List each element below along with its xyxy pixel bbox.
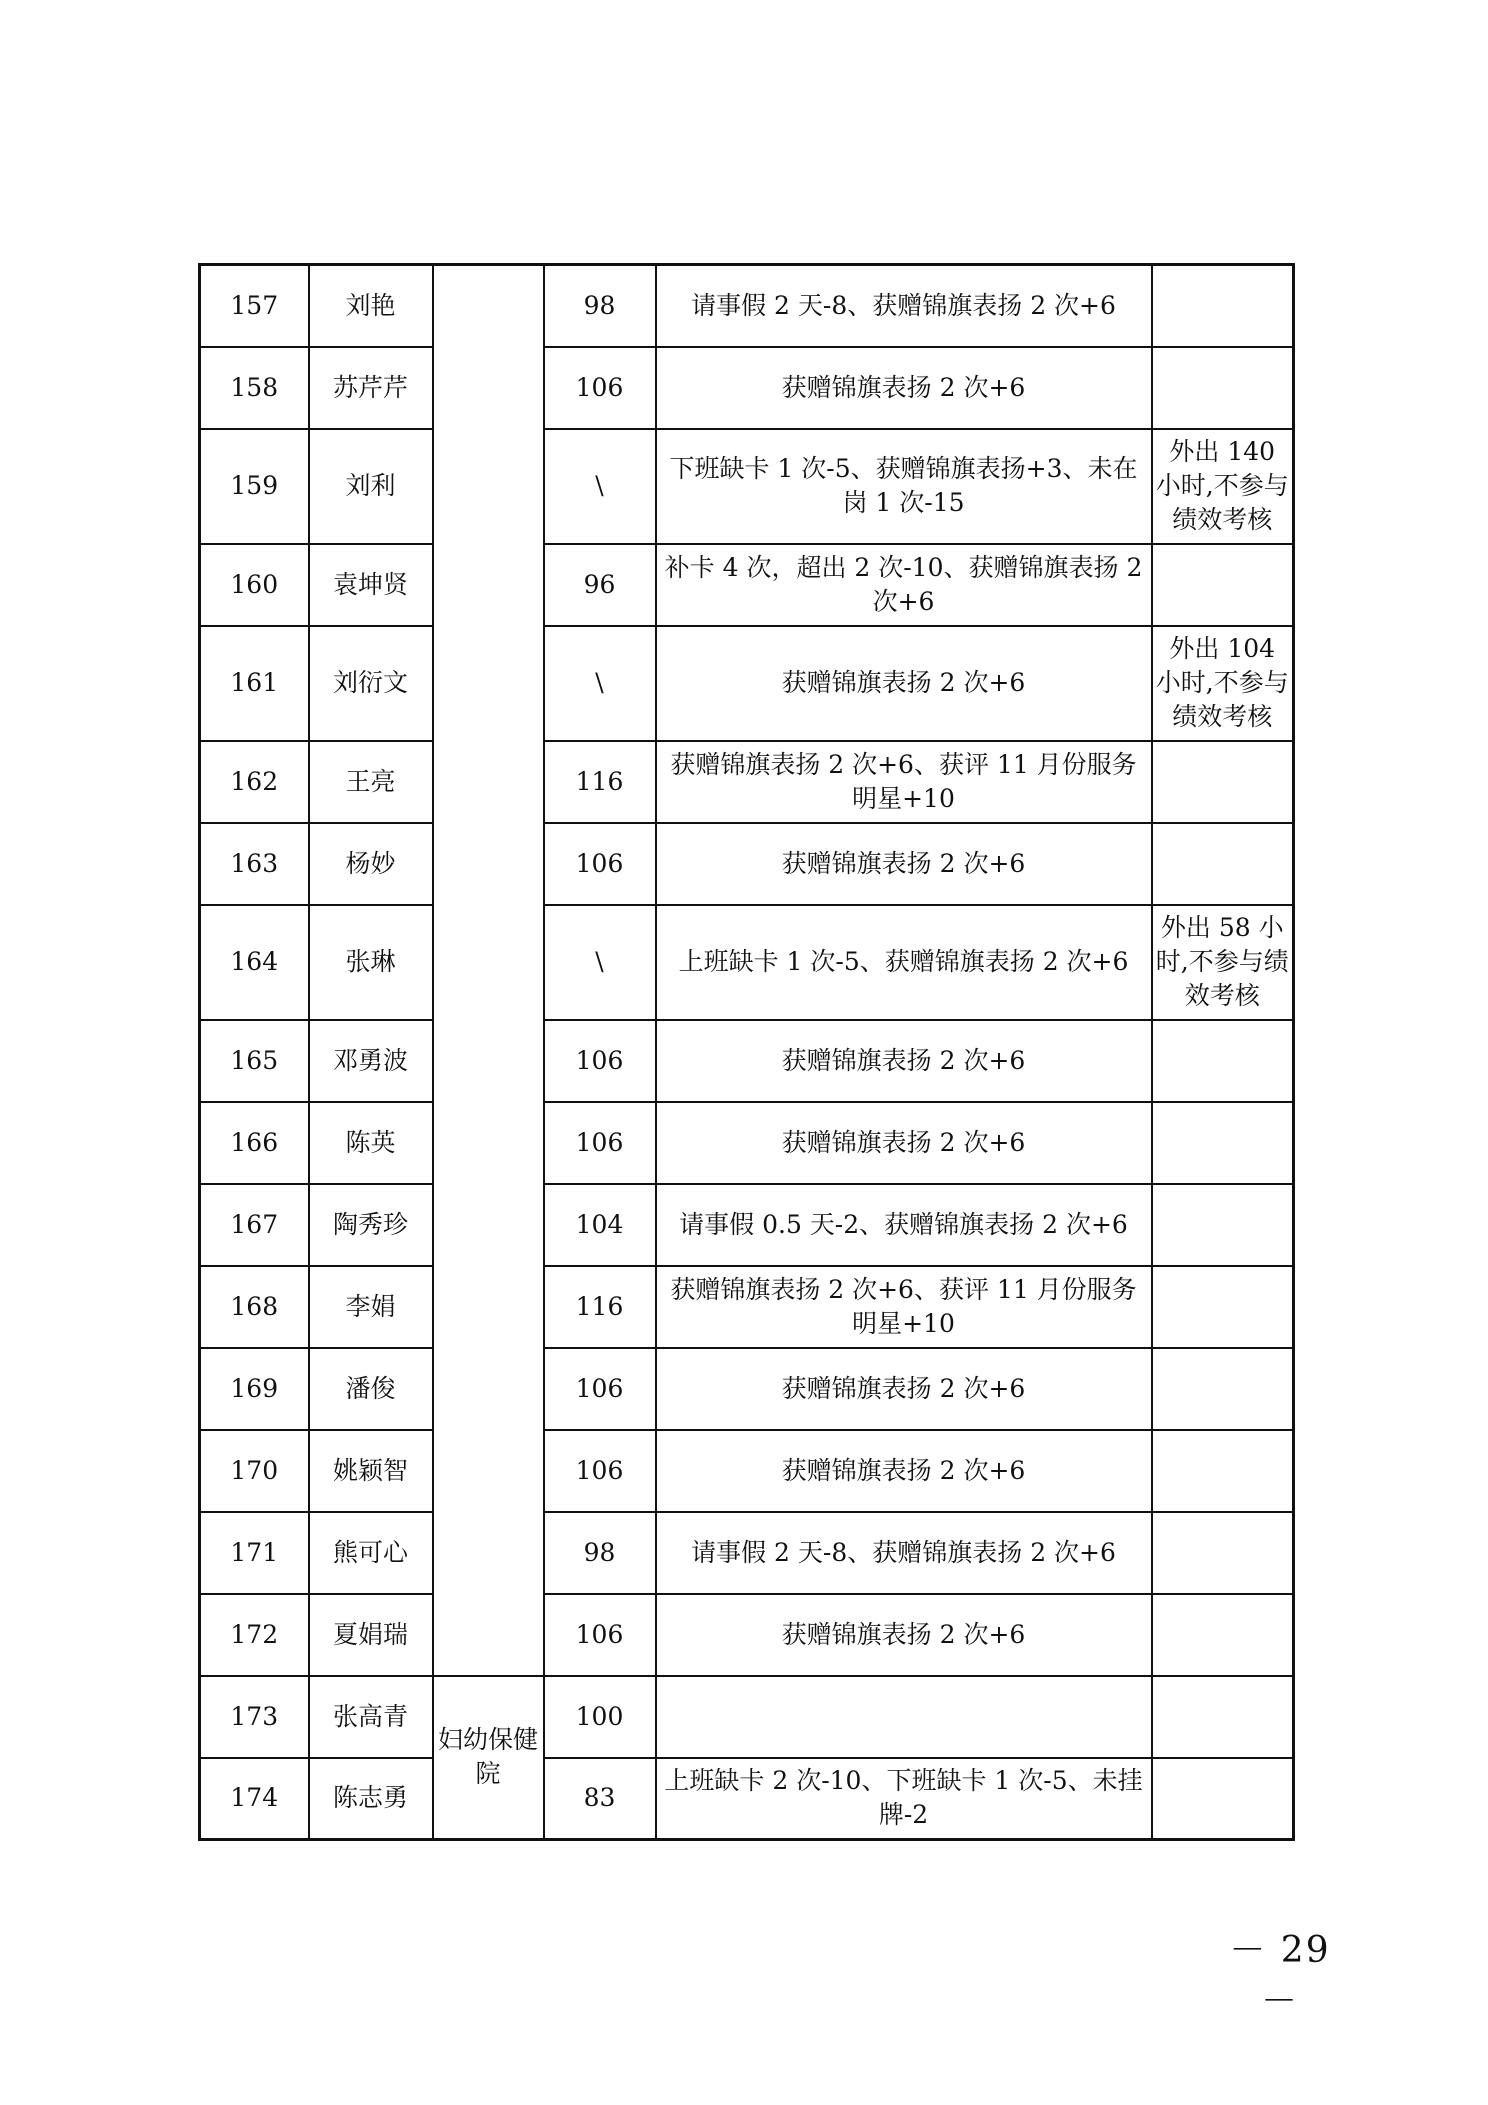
table-row [200,1594,1294,1676]
score: 106 [544,1430,656,1512]
remark [1152,1676,1294,1758]
person-name: 熊可心 [309,1512,433,1594]
row-number: 164 [200,905,309,1020]
row-number: 158 [200,347,309,429]
row-number: 162 [200,741,309,823]
person-name: 袁坤贤 [309,544,433,626]
detail: 获赠锦旗表扬 2 次+6 [656,626,1152,741]
table-row [200,1430,1294,1512]
score: 98 [544,265,656,347]
row-number: 169 [200,1348,309,1430]
score: \ [544,626,656,741]
person-name: 夏娟瑞 [309,1594,433,1676]
score: 106 [544,1102,656,1184]
remark [1152,1348,1294,1430]
detail: 获赠锦旗表扬 2 次+6 [656,1102,1152,1184]
detail: 补卡 4 次，超出 2 次-10、获赠锦旗表扬 2 次+6 [656,544,1152,626]
remark: 外出 104 小时,不参与绩效考核 [1152,626,1294,741]
score: 106 [544,1594,656,1676]
table-row [200,1266,1294,1348]
row-number: 159 [200,429,309,544]
score: 106 [544,1020,656,1102]
remark [1152,544,1294,626]
table-row [200,544,1294,626]
remark [1152,1020,1294,1102]
table-row [200,1184,1294,1266]
detail: 获赠锦旗表扬 2 次+6 [656,1594,1152,1676]
remark [1152,1102,1294,1184]
person-name: 杨妙 [309,823,433,905]
person-name: 刘衍文 [309,626,433,741]
table-body [200,265,1294,1840]
remark [1152,1758,1294,1840]
detail: 上班缺卡 1 次-5、获赠锦旗表扬 2 次+6 [656,905,1152,1020]
table-row [200,1348,1294,1430]
score: 116 [544,741,656,823]
row-number: 167 [200,1184,309,1266]
person-name: 刘利 [309,429,433,544]
department-cell [433,265,544,1676]
remark [1152,1266,1294,1348]
score: 116 [544,1266,656,1348]
detail: 请事假 0.5 天-2、获赠锦旗表扬 2 次+6 [656,1184,1152,1266]
score: 106 [544,1348,656,1430]
person-name: 张高青 [309,1676,433,1758]
score: 106 [544,347,656,429]
department-cell: 妇幼保健院 [433,1676,544,1840]
row-number: 165 [200,1020,309,1102]
table-row [200,1020,1294,1102]
score: 83 [544,1758,656,1840]
remark [1152,741,1294,823]
table-row [200,1676,1294,1758]
person-name: 潘俊 [309,1348,433,1430]
score: \ [544,905,656,1020]
detail: 请事假 2 天-8、获赠锦旗表扬 2 次+6 [656,265,1152,347]
row-number: 170 [200,1430,309,1512]
detail: 获赠锦旗表扬 2 次+6、获评 11 月份服务明星+10 [656,741,1152,823]
row-number: 173 [200,1676,309,1758]
table-row [200,823,1294,905]
person-name: 陈英 [309,1102,433,1184]
person-name: 苏芹芹 [309,347,433,429]
detail: 获赠锦旗表扬 2 次+6 [656,347,1152,429]
remark [1152,1430,1294,1512]
score: 106 [544,823,656,905]
remark [1152,1512,1294,1594]
page-number: － 29 － [1229,1930,1331,2022]
detail: 上班缺卡 2 次-10、下班缺卡 1 次-5、未挂牌-2 [656,1758,1152,1840]
score: 104 [544,1184,656,1266]
detail: 下班缺卡 1 次-5、获赠锦旗表扬+3、未在岗 1 次-15 [656,429,1152,544]
remark: 外出 140 小时,不参与绩效考核 [1152,429,1294,544]
detail: 获赠锦旗表扬 2 次+6 [656,823,1152,905]
row-number: 166 [200,1102,309,1184]
table-row [200,1512,1294,1594]
remark [1152,1594,1294,1676]
remark [1152,823,1294,905]
detail: 获赠锦旗表扬 2 次+6 [656,1430,1152,1512]
table-row [200,905,1294,1020]
table-row [200,1102,1294,1184]
remark [1152,265,1294,347]
detail [656,1676,1152,1758]
score: \ [544,429,656,544]
row-number: 168 [200,1266,309,1348]
row-number: 163 [200,823,309,905]
table-row [200,626,1294,741]
row-number: 161 [200,626,309,741]
score: 98 [544,1512,656,1594]
row-number: 157 [200,265,309,347]
row-number: 171 [200,1512,309,1594]
score: 96 [544,544,656,626]
remark [1152,347,1294,429]
detail: 请事假 2 天-8、获赠锦旗表扬 2 次+6 [656,1512,1152,1594]
table-row [200,741,1294,823]
person-name: 张琳 [309,905,433,1020]
remark [1152,1184,1294,1266]
row-number: 174 [200,1758,309,1840]
table-row [200,347,1294,429]
person-name: 邓勇波 [309,1020,433,1102]
person-name: 刘艳 [309,265,433,347]
person-name: 李娟 [309,1266,433,1348]
person-name: 王亮 [309,741,433,823]
performance-table [198,263,1295,1841]
detail: 获赠锦旗表扬 2 次+6 [656,1348,1152,1430]
table-row [200,429,1294,544]
table-row [200,1758,1294,1840]
person-name: 陈志勇 [309,1758,433,1840]
row-number: 172 [200,1594,309,1676]
remark: 外出 58 小时,不参与绩效考核 [1152,905,1294,1020]
detail: 获赠锦旗表扬 2 次+6、获评 11 月份服务明星+10 [656,1266,1152,1348]
score: 100 [544,1676,656,1758]
table-row [200,265,1294,347]
person-name: 姚颖智 [309,1430,433,1512]
detail: 获赠锦旗表扬 2 次+6 [656,1020,1152,1102]
row-number: 160 [200,544,309,626]
person-name: 陶秀珍 [309,1184,433,1266]
